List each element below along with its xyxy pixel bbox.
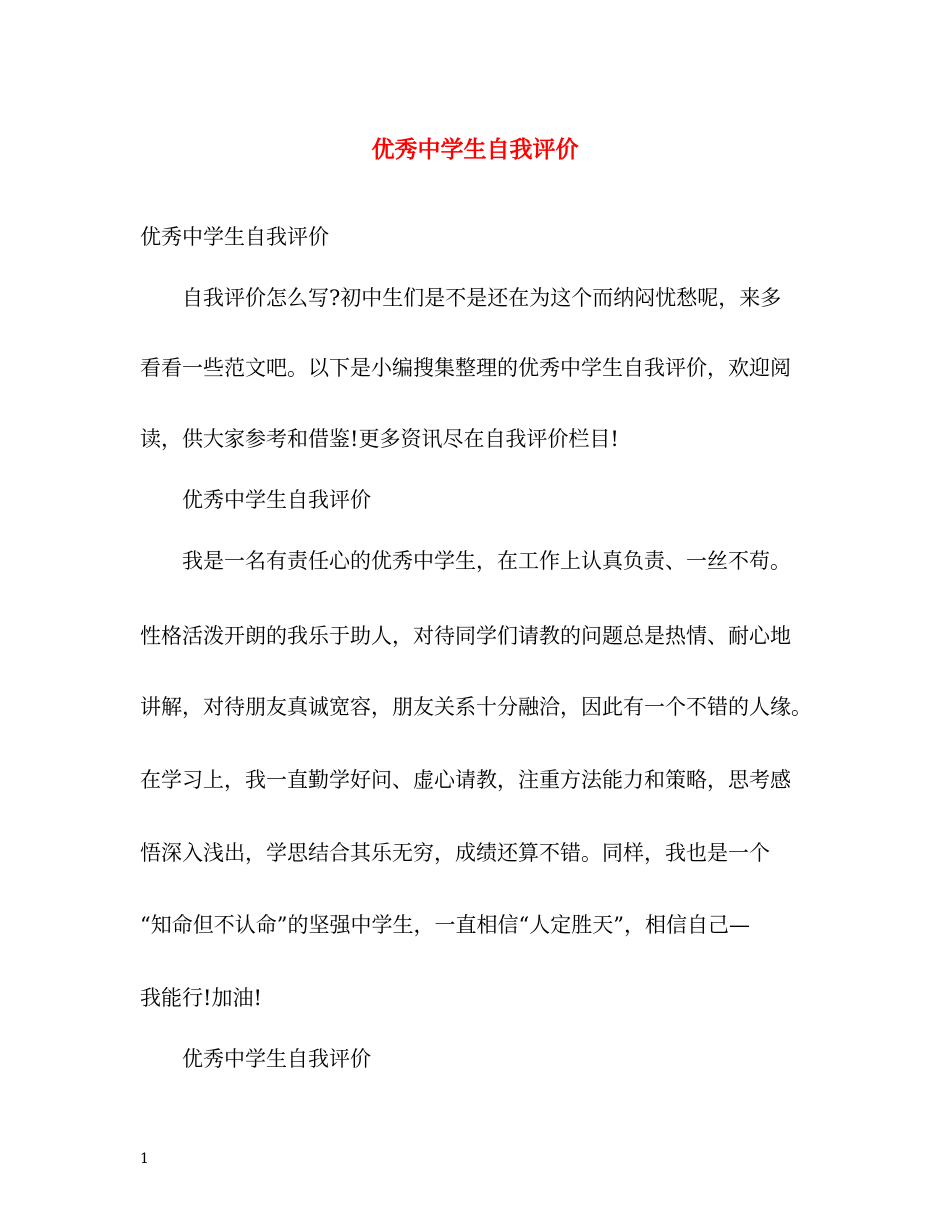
document-title: 优秀中学生自我评价 (371, 136, 579, 163)
paragraph-line: 读，供大家参考和借鉴!更多资讯尽在自我评价栏目! (140, 427, 619, 451)
paragraph-line: 悟深入浅出，学思结合其乐无穷，成绩还算不错。同样，我也是一个 (140, 841, 770, 865)
section-heading: 优秀中学生自我评价 (182, 1047, 371, 1071)
paragraph-line: “知命但不认命”的坚强中学生，一直相信“人定胜天”，相信自己— (140, 913, 750, 937)
paragraph-line: 自我评价怎么写?初中生们是不是还在为这个而纳闷忧愁呢，来多 (182, 286, 782, 310)
paragraph-line: 性格活泼开朗的我乐于助人，对待同学们请教的问题总是热情、耐心地 (140, 624, 791, 648)
paragraph-line: 我能行!加油! (140, 986, 262, 1010)
page-number: 1 (140, 1151, 149, 1167)
subtitle-line: 优秀中学生自我评价 (140, 225, 329, 249)
paragraph-line: 在学习上，我一直勤学好问、虚心请教，注重方法能力和策略，思考感 (140, 768, 791, 792)
section-heading: 优秀中学生自我评价 (182, 488, 371, 512)
paragraph-line: 我是一名有责任心的优秀中学生，在工作上认真负责、一丝不苟。 (182, 549, 791, 573)
paragraph-line: 看看一些范文吧。以下是小编搜集整理的优秀中学生自我评价，欢迎阅 (140, 356, 791, 380)
paragraph-line: 讲解，对待朋友真诚宽容，朋友关系十分融洽，因此有一个不错的人缘。 (140, 695, 812, 719)
